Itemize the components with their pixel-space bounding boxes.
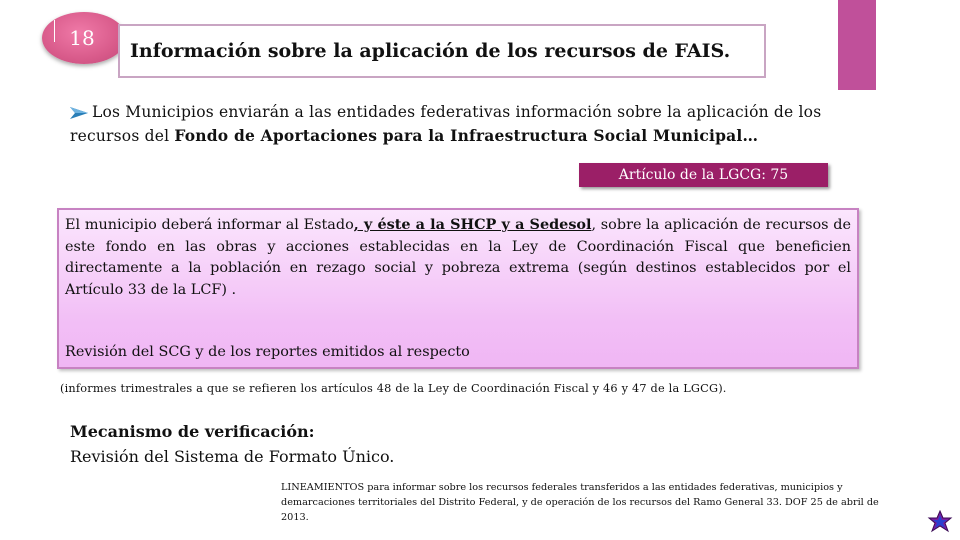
info-part1: El municipio deberá informar al Estado [65, 217, 354, 233]
slide-title: Información sobre la aplicación de los recursos de FAIS. [130, 40, 731, 62]
intro-paragraph [70, 100, 860, 148]
mechanism-text: Revisión del Sistema de Formato Único. [70, 447, 395, 466]
info-box [57, 208, 859, 369]
intro-fund-name: Fondo de Aportaciones para la Infraestructura Social Municipal… [174, 126, 759, 145]
info-underlined: , y éste a la SHCP y a Sedesol [353, 216, 592, 233]
star-nav-icon[interactable] [927, 510, 953, 536]
slide-number: 18 [69, 26, 95, 50]
accent-bar [838, 0, 876, 90]
title-box [118, 24, 766, 78]
arrow-bullet-icon [70, 107, 88, 119]
revision-text: Revisión del SCG y de los reportes emitidos al respecto [65, 344, 470, 360]
info-paragraph [65, 214, 851, 301]
article-tag [579, 163, 828, 187]
article-tag-label: Artículo de la LGCG: 75 [618, 167, 789, 183]
reports-note: (informes trimestrales a que se refieren los artículos 48 de la Ley de Coordinación Fiscal y 46 y 47 de la LGCG). [60, 382, 727, 395]
lineamientos-reference: LINEAMIENTOS para informar sobre los recursos federales transferidos a las entidades federativas, municipios y demarcaciones territoriales del Distrito Federal, y de operación de los recursos del Ramo General 33. DOF 25 de abril de 2013. [281, 482, 879, 523]
mechanism-title: Mecanismo de verificación: [70, 422, 315, 441]
intro-text: Los Municipios enviarán a las entidades federativas información sobre la aplicación de los recursos del [70, 103, 822, 145]
badge-divider [54, 20, 55, 42]
info-part3: , sobre la aplicación de recursos de este fondo en las obras y acciones establecidas en la Ley de Coordinación Fiscal que beneficien directamente a la población en rezago social y pobreza extrema (según destinos establecidos por el Artículo 33 de la LCF) . [65, 217, 851, 298]
